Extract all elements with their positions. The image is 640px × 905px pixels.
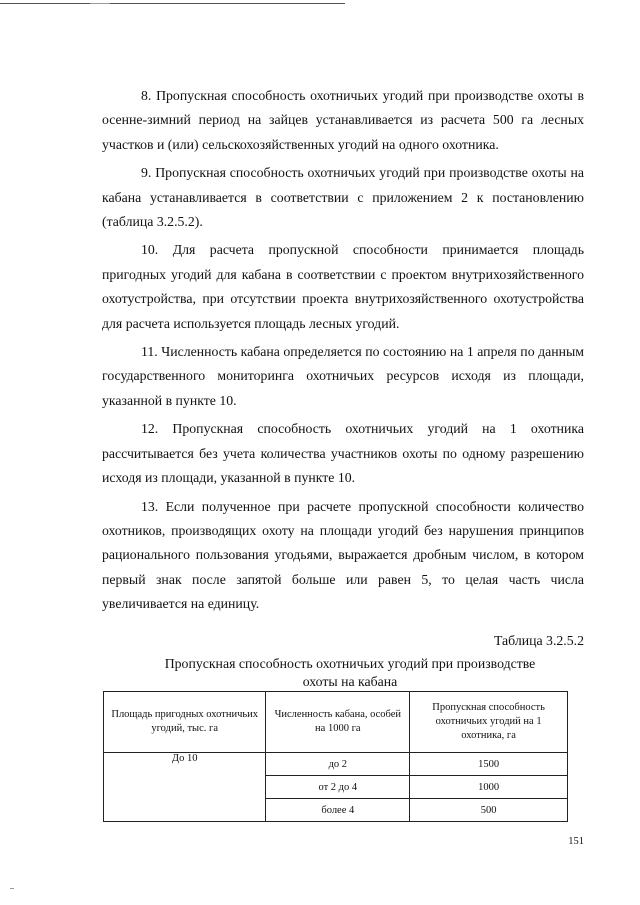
table-row [104,753,568,776]
top-border-line [0,3,345,4]
paragraph-12: 12. Пропускная способность охотничьих угодий на 1 охотника рассчитывается без учета количества участников охоты по одному разрешению исходя из площади, указанной в пункте 10. [102,421,584,486]
table-title-line-1: Пропускная способность охотничьих угодий при производстве [164,656,536,671]
capacity-table [103,691,568,822]
cell-capacity: 500 [410,799,568,822]
cell-density: до 2 [266,753,410,776]
header-area: Площадь пригодных охотничьих угодий, тыс. га [104,692,266,753]
document-body [102,84,584,621]
table-header-row [104,692,568,753]
top-border-tick [90,3,110,4]
table-label: Таблица 3.2.5.2 [493,633,584,648]
scan-corner-mark [10,888,14,889]
paragraph-8: 8. Пропускная способность охотничьих угодий при производстве охоты в осенне-зимний период на зайцев устанавливается из расчета 500 га лесных участков и (или) сельскохозяйственных угодий на одного охотника. [102,88,584,152]
cell-density: от 2 до 4 [266,776,410,799]
header-capacity: Пропускная способность охотничьих угодий на 1 охотника, га [410,692,568,753]
table-title [140,655,560,691]
paragraph-11: 11. Численность кабана определяется по состоянию на 1 апреля по данным государственного мониторинга охотничьих ресурсов исходя из площади, указанной в пункте 10. [102,344,584,408]
header-density: Численность кабана, особей на 1000 га [266,692,410,753]
cell-area: До 10 [104,753,266,822]
paragraph-10: 10. Для расчета пропускной способности принимается площадь пригодных угодий для кабана в соответствии с проектом внутрихозяйственного охотустройства, при отсутствии проекта внутрихозяйственного охотустройства для расчета используется площадь лесных угодий. [102,242,584,331]
page-number: 151 [568,836,584,847]
paragraph-9: 9. Пропускная способность охотничьих угодий при производстве охоты на кабана устанавливается в соответствии с приложением 2 к постановлению (таблица 3.2.5.2). [102,165,584,230]
table-title-line-2: охоты на кабана [302,674,398,689]
cell-capacity: 1000 [410,776,568,799]
paragraph-13: 13. Если полученное при расчете пропускной способности количество охотников, производящих охоту на площади угодий без нарушения принципов рационального пользования угодьями, выражается дробным числом, в котором первый знак после запятой больше или равен 5, то целая часть числа увеличивается на единицу. [102,498,584,612]
cell-density: более 4 [266,799,410,822]
cell-capacity: 1500 [410,753,568,776]
